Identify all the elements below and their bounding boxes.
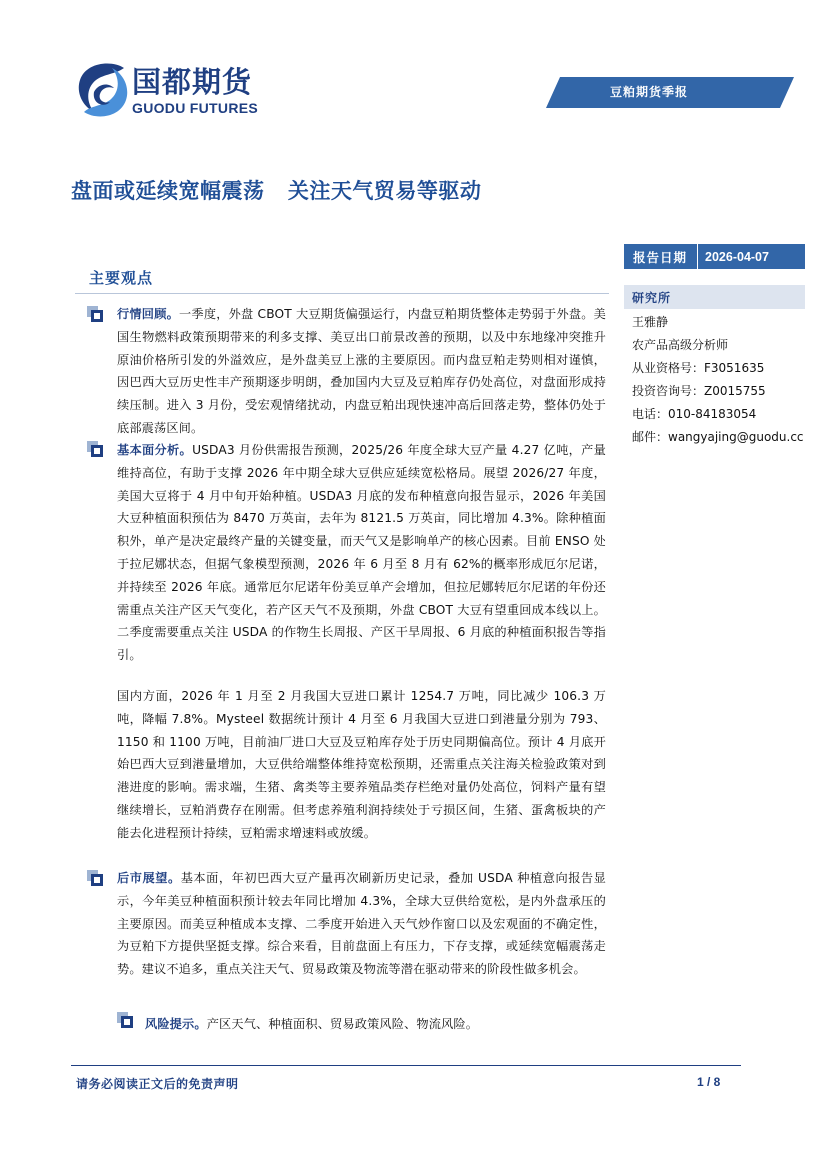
bullet-square-icon	[87, 306, 103, 322]
market-review-text: 一季度，外盘 CBOT 大豆期货偏强运行，内盘豆粕期货整体走势弱于外盘。美国生物燃料政策预期带来的利多支撑、美豆出口前景改善的预期，以及中东地缘冲突推升原油价格所引发的外溢效应，是外盘美豆上涨的主要原因。而内盘豆粕走势则相对谨慎，因巴西大豆历史性丰产预期逐步明朗，叠加国内大豆及豆粕库存仍处高位，对盘面形成持续压制。进入 3 月份，受宏观情绪扰动，内盘豆粕出现快速冲高后回落走势，整体仍处于底部震荡区间。	[117, 307, 606, 435]
bullet-square-icon	[87, 870, 103, 886]
section-heading: 主要观点	[89, 269, 154, 287]
fundamental-analysis-paragraph	[117, 439, 606, 667]
analyst-qualification: 从业资格号：F3051635	[632, 361, 765, 375]
report-date-value: 2026-04-07	[705, 249, 769, 264]
bullet-square-icon	[87, 441, 103, 457]
report-date-label: 报告日期	[633, 249, 688, 265]
risk-text: 产区天气、种植面积、贸易政策风险、物流风险。	[206, 1017, 479, 1031]
outlook-lead: 后市展望。	[117, 871, 181, 885]
analyst-advisory-number: 投资咨询号：Z0015755	[632, 384, 766, 398]
institute-box	[624, 285, 805, 309]
fundamental-analysis-text: USDA3 月份供需报告预测，2025/26 年度全球大豆产量 4.27 亿吨，产量维持高位，有助于支撑 2026 年中期全球大豆供应延续宽松格局。展望 2026/27 年度，美国大豆将于 4 月中旬开始种植。USDA3 月底的发布种植意向报告显示，2026 年美国大豆种植面积预估为 8470 万英亩，去年为 8121.5 万英亩，同比增加 4.3%。除种植面积外，单产是决定最终产量的关键变量，而天气又是影响单产的核心因素。目前 ENSO 处于拉尼娜状态，但据气象模型预测，2026 年 6 月至 8 月有 62%的概率形成厄尔尼诺，并持续至 2026 年底。通常厄尔尼诺年份美豆单产会增加，但拉尼娜转厄尔尼诺的年份还需重点关注产区天气变化，若产区天气不及预期，外盘 CBOT 大豆有望重回成本线以上。二季度需要重点关注 USDA 的作物生长周报、产区干旱周报、6 月底的种植面积报告等指引。	[117, 443, 606, 663]
page-number: 1 / 8	[697, 1075, 721, 1089]
company-logo	[76, 62, 276, 122]
footer-divider	[71, 1065, 741, 1066]
analyst-phone: 电话：010-84183054	[632, 407, 757, 421]
analyst-title: 农产品高级分析师	[632, 338, 729, 352]
outlook-paragraph	[117, 867, 606, 981]
fundamental-analysis-lead: 基本面分析。	[117, 443, 193, 457]
report-date-bar	[624, 244, 805, 269]
risk-paragraph	[145, 1013, 565, 1036]
logo-chinese-name: 国都期货	[132, 65, 253, 99]
logo-mark-icon	[76, 62, 130, 118]
market-review-lead: 行情回顾。	[117, 307, 180, 321]
logo-english-name: GUODU FUTURES	[132, 100, 259, 116]
report-type-label: 豆粕期货季报	[610, 85, 689, 99]
analyst-name: 王雅静	[632, 315, 669, 329]
page-title: 盘面或延续宽幅震荡 关注天气贸易等驱动	[71, 179, 482, 203]
market-review-paragraph	[117, 303, 606, 440]
footer-disclaimer: 请务必阅读正文后的免责声明	[76, 1077, 239, 1091]
outlook-text: 基本面，年初巴西大豆产量再次刷新历史记录，叠加 USDA 种植意向报告显示，今年美豆种植面积预计较去年同比增加 4.3%，全球大豆供给宽松，是内外盘承压的主要原因。而美豆种植成本支撑、二季度开始进入天气炒作窗口以及宏观面的不确定性，为豆粕下方提供坚挺支撑。综合来看，目前盘面上有压力，下存支撑，或延续宽幅震荡走势。建议不追多，重点关注天气、贸易政策及物流等潜在驱动带来的阶段性做多机会。	[117, 871, 607, 977]
heading-divider	[75, 293, 609, 294]
analyst-email[interactable]: 邮件：wangyajing@guodu.cc	[632, 430, 804, 444]
risk-lead: 风险提示。	[145, 1017, 207, 1031]
domestic-paragraph: 国内方面，2026 年 1 月至 2 月我国大豆进口累计 1254.7 万吨，同比减少 106.3 万吨，降幅 7.8%。Mysteel 数据统计预计 4 月至 6 月我国大豆进口到港量分别为 793、1150 和 1100 万吨，目前油厂进口大豆及豆粕库存处于历史同期偏高位。预计 4 月底开始巴西大豆到港量增加，大豆供给端整体维持宽松预期，还需重点关注海关检验政策对到港进度的影响。需求端，生猪、禽类等主要养殖品类存栏绝对量仍处高位，饲料产量有望继续增长，豆粕消费存在刚需。但考虑养殖利润持续处于亏损区间，生猪、蛋禽板块的产能去化进程预计持续，豆粕需求增速料或放缓。	[117, 689, 606, 840]
report-type-tag	[546, 77, 794, 108]
institute-label: 研究所	[632, 291, 672, 305]
bullet-square-icon	[117, 1012, 133, 1028]
